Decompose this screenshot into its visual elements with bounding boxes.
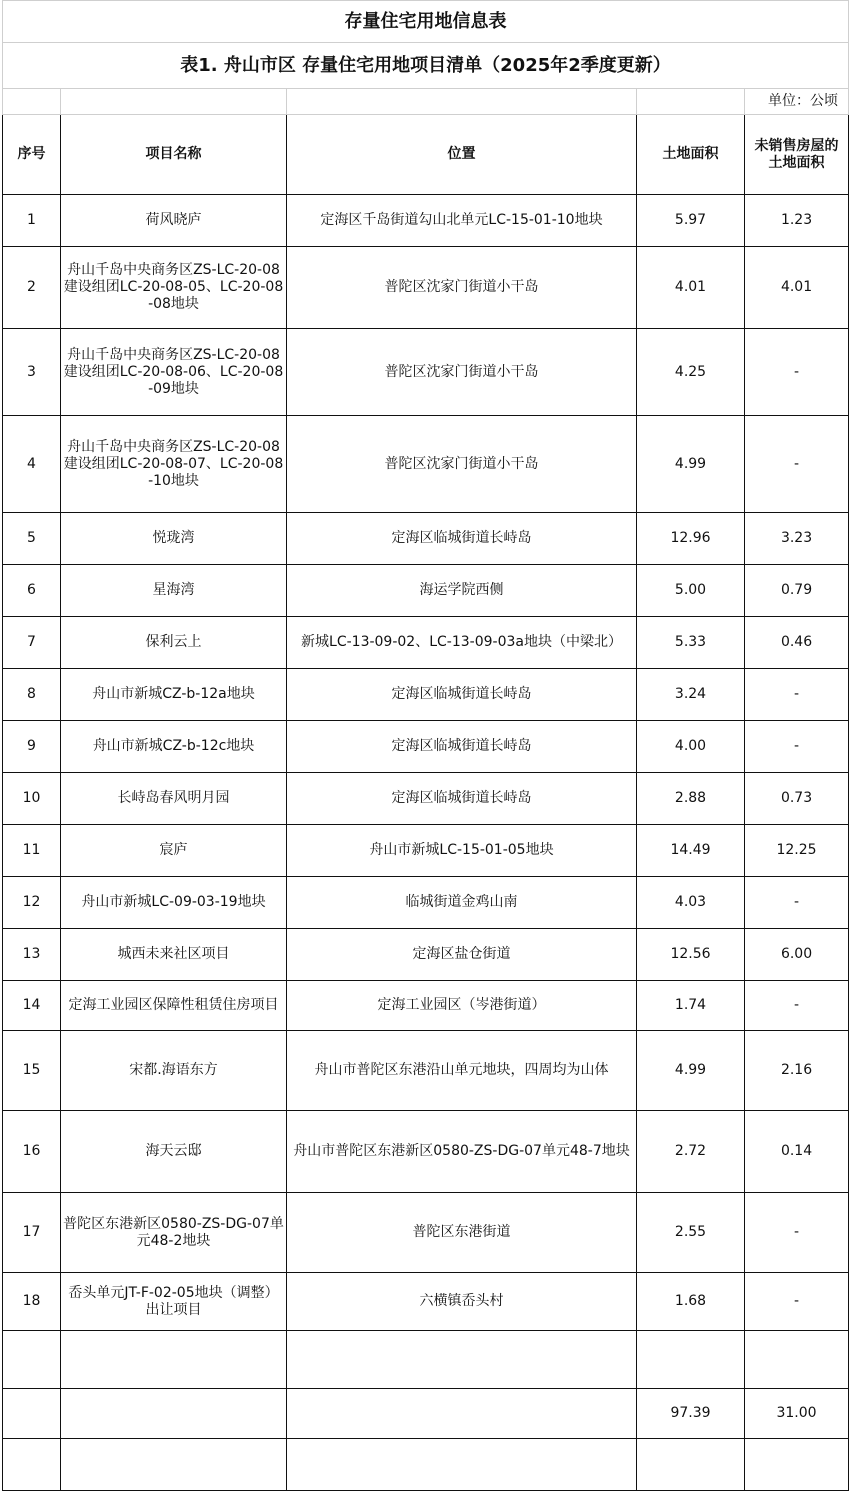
cell-land-area: 4.01	[637, 247, 745, 329]
cell-unsold-area: -	[745, 416, 849, 513]
cell-unsold-area: -	[745, 669, 849, 721]
cell-location: 普陀区东港街道	[287, 1193, 637, 1273]
cell-seq: 17	[3, 1193, 61, 1273]
table-row	[3, 877, 849, 929]
cell-seq: 11	[3, 825, 61, 877]
cell-land-area: 12.96	[637, 513, 745, 565]
cell-name: 舟山千岛中央商务区ZS-LC-20-08建设组团LC-20-08-06、LC-20-08-09地块	[61, 329, 287, 416]
cell-land-area: 14.49	[637, 825, 745, 877]
cell-unsold-area: -	[745, 981, 849, 1031]
header-seq: 序号	[3, 115, 61, 195]
header-unsold-area: 未销售房屋的土地面积	[745, 115, 849, 195]
table-row	[3, 669, 849, 721]
table-row	[3, 825, 849, 877]
empty-row	[3, 1331, 849, 1389]
cell-location: 普陀区沈家门街道小干岛	[287, 247, 637, 329]
cell-seq: 16	[3, 1111, 61, 1193]
cell-name: 舟山千岛中央商务区ZS-LC-20-08建设组团LC-20-08-07、LC-20-08-10地块	[61, 416, 287, 513]
cell-unsold-area: -	[745, 877, 849, 929]
cell-location: 定海区临城街道长峙岛	[287, 669, 637, 721]
totals-row	[3, 1389, 849, 1439]
cell-name: 定海工业园区保障性租赁住房项目	[61, 981, 287, 1031]
cell-seq: 6	[3, 565, 61, 617]
cell-unsold-area: 6.00	[745, 929, 849, 981]
cell-land-area: 3.24	[637, 669, 745, 721]
table-row	[3, 1111, 849, 1193]
table-row	[3, 981, 849, 1031]
cell-name: 舟山市新城CZ-b-12c地块	[61, 721, 287, 773]
cell-seq: 3	[3, 329, 61, 416]
cell-location: 定海工业园区（岑港街道）	[287, 981, 637, 1031]
table-row	[3, 247, 849, 329]
cell-land-area: 5.00	[637, 565, 745, 617]
cell-name: 舟山千岛中央商务区ZS-LC-20-08建设组团LC-20-08-05、LC-20-08-08地块	[61, 247, 287, 329]
cell-location: 舟山市新城LC-15-01-05地块	[287, 825, 637, 877]
cell-name: 悦珑湾	[61, 513, 287, 565]
unit-label: 单位：公顷	[745, 89, 849, 115]
cell-name: 舟山市新城CZ-b-12a地块	[61, 669, 287, 721]
cell-seq: 5	[3, 513, 61, 565]
cell-name: 宸庐	[61, 825, 287, 877]
cell-name: 长峙岛春风明月园	[61, 773, 287, 825]
cell-unsold-area: 1.23	[745, 195, 849, 247]
cell-location: 定海区临城街道长峙岛	[287, 513, 637, 565]
cell-land-area: 4.99	[637, 416, 745, 513]
table-row	[3, 513, 849, 565]
header-location: 位置	[287, 115, 637, 195]
cell-land-area: 1.74	[637, 981, 745, 1031]
cell-land-area: 1.68	[637, 1273, 745, 1331]
cell-location: 普陀区沈家门街道小干岛	[287, 416, 637, 513]
cell-seq: 1	[3, 195, 61, 247]
cell-location: 舟山市普陀区东港新区0580-ZS-DG-07单元48-7地块	[287, 1111, 637, 1193]
cell-name: 宋都.海语东方	[61, 1031, 287, 1111]
cell-seq: 10	[3, 773, 61, 825]
cell-seq: 2	[3, 247, 61, 329]
cell-name: 海天云邸	[61, 1111, 287, 1193]
cell-name: 城西未来社区项目	[61, 929, 287, 981]
cell-land-area: 4.25	[637, 329, 745, 416]
cell-location: 定海区千岛街道勾山北单元LC-15-01-10地块	[287, 195, 637, 247]
land-info-table	[2, 0, 849, 1491]
cell-land-area: 4.03	[637, 877, 745, 929]
subtitle-row	[3, 43, 849, 89]
table-row	[3, 617, 849, 669]
table-row	[3, 416, 849, 513]
cell-land-area: 4.00	[637, 721, 745, 773]
sheet-title: 存量住宅用地信息表	[3, 1, 849, 43]
cell-land-area: 2.55	[637, 1193, 745, 1273]
cell-seq: 13	[3, 929, 61, 981]
table-row	[3, 1273, 849, 1331]
cell-land-area: 12.56	[637, 929, 745, 981]
cell-unsold-area: -	[745, 329, 849, 416]
cell-name: 荷风晓庐	[61, 195, 287, 247]
cell-seq: 8	[3, 669, 61, 721]
cell-location: 临城街道金鸡山南	[287, 877, 637, 929]
cell-name: 普陀区东港新区0580-ZS-DG-07单元48-2地块	[61, 1193, 287, 1273]
cell-unsold-area: -	[745, 1193, 849, 1273]
total-unsold-area: 31.00	[745, 1389, 849, 1439]
cell-unsold-area: -	[745, 721, 849, 773]
cell-location: 海运学院西侧	[287, 565, 637, 617]
cell-unsold-area: 3.23	[745, 513, 849, 565]
cell-unsold-area: 0.14	[745, 1111, 849, 1193]
cell-land-area: 2.72	[637, 1111, 745, 1193]
cell-seq: 15	[3, 1031, 61, 1111]
cell-location: 定海区临城街道长峙岛	[287, 721, 637, 773]
cell-unsold-area: -	[745, 1273, 849, 1331]
cell-location: 普陀区沈家门街道小干岛	[287, 329, 637, 416]
cell-seq: 4	[3, 416, 61, 513]
title-row	[3, 1, 849, 43]
cell-land-area: 4.99	[637, 1031, 745, 1111]
cell-land-area: 5.97	[637, 195, 745, 247]
cell-unsold-area: 2.16	[745, 1031, 849, 1111]
table-row	[3, 565, 849, 617]
table-row	[3, 929, 849, 981]
cell-land-area: 5.33	[637, 617, 745, 669]
cell-seq: 12	[3, 877, 61, 929]
cell-name: 岙头单元JT-F-02-05地块（调整）出让项目	[61, 1273, 287, 1331]
cell-unsold-area: 12.25	[745, 825, 849, 877]
cell-seq: 7	[3, 617, 61, 669]
cell-unsold-area: 0.79	[745, 565, 849, 617]
header-land-area: 土地面积	[637, 115, 745, 195]
total-land-area: 97.39	[637, 1389, 745, 1439]
cell-unsold-area: 0.46	[745, 617, 849, 669]
table-row	[3, 1193, 849, 1273]
empty-row	[3, 1439, 849, 1491]
cell-location: 定海区临城街道长峙岛	[287, 773, 637, 825]
cell-land-area: 2.88	[637, 773, 745, 825]
cell-location: 新城LC-13-09-02、LC-13-09-03a地块（中梁北）	[287, 617, 637, 669]
cell-location: 定海区盐仓街道	[287, 929, 637, 981]
table-row	[3, 721, 849, 773]
cell-name: 星海湾	[61, 565, 287, 617]
cell-location: 六横镇岙头村	[287, 1273, 637, 1331]
cell-name: 保利云上	[61, 617, 287, 669]
cell-location: 舟山市普陀区东港沿山单元地块，四周均为山体	[287, 1031, 637, 1111]
table-row	[3, 195, 849, 247]
cell-unsold-area: 0.73	[745, 773, 849, 825]
table-subtitle: 表1. 舟山市区 存量住宅用地项目清单（2025年2季度更新）	[3, 43, 849, 89]
table-row	[3, 773, 849, 825]
cell-seq: 18	[3, 1273, 61, 1331]
table-row	[3, 329, 849, 416]
header-row	[3, 115, 849, 195]
unit-row	[3, 89, 849, 115]
cell-unsold-area: 4.01	[745, 247, 849, 329]
table-row	[3, 1031, 849, 1111]
header-name: 项目名称	[61, 115, 287, 195]
cell-seq: 9	[3, 721, 61, 773]
cell-name: 舟山市新城LC-09-03-19地块	[61, 877, 287, 929]
cell-seq: 14	[3, 981, 61, 1031]
